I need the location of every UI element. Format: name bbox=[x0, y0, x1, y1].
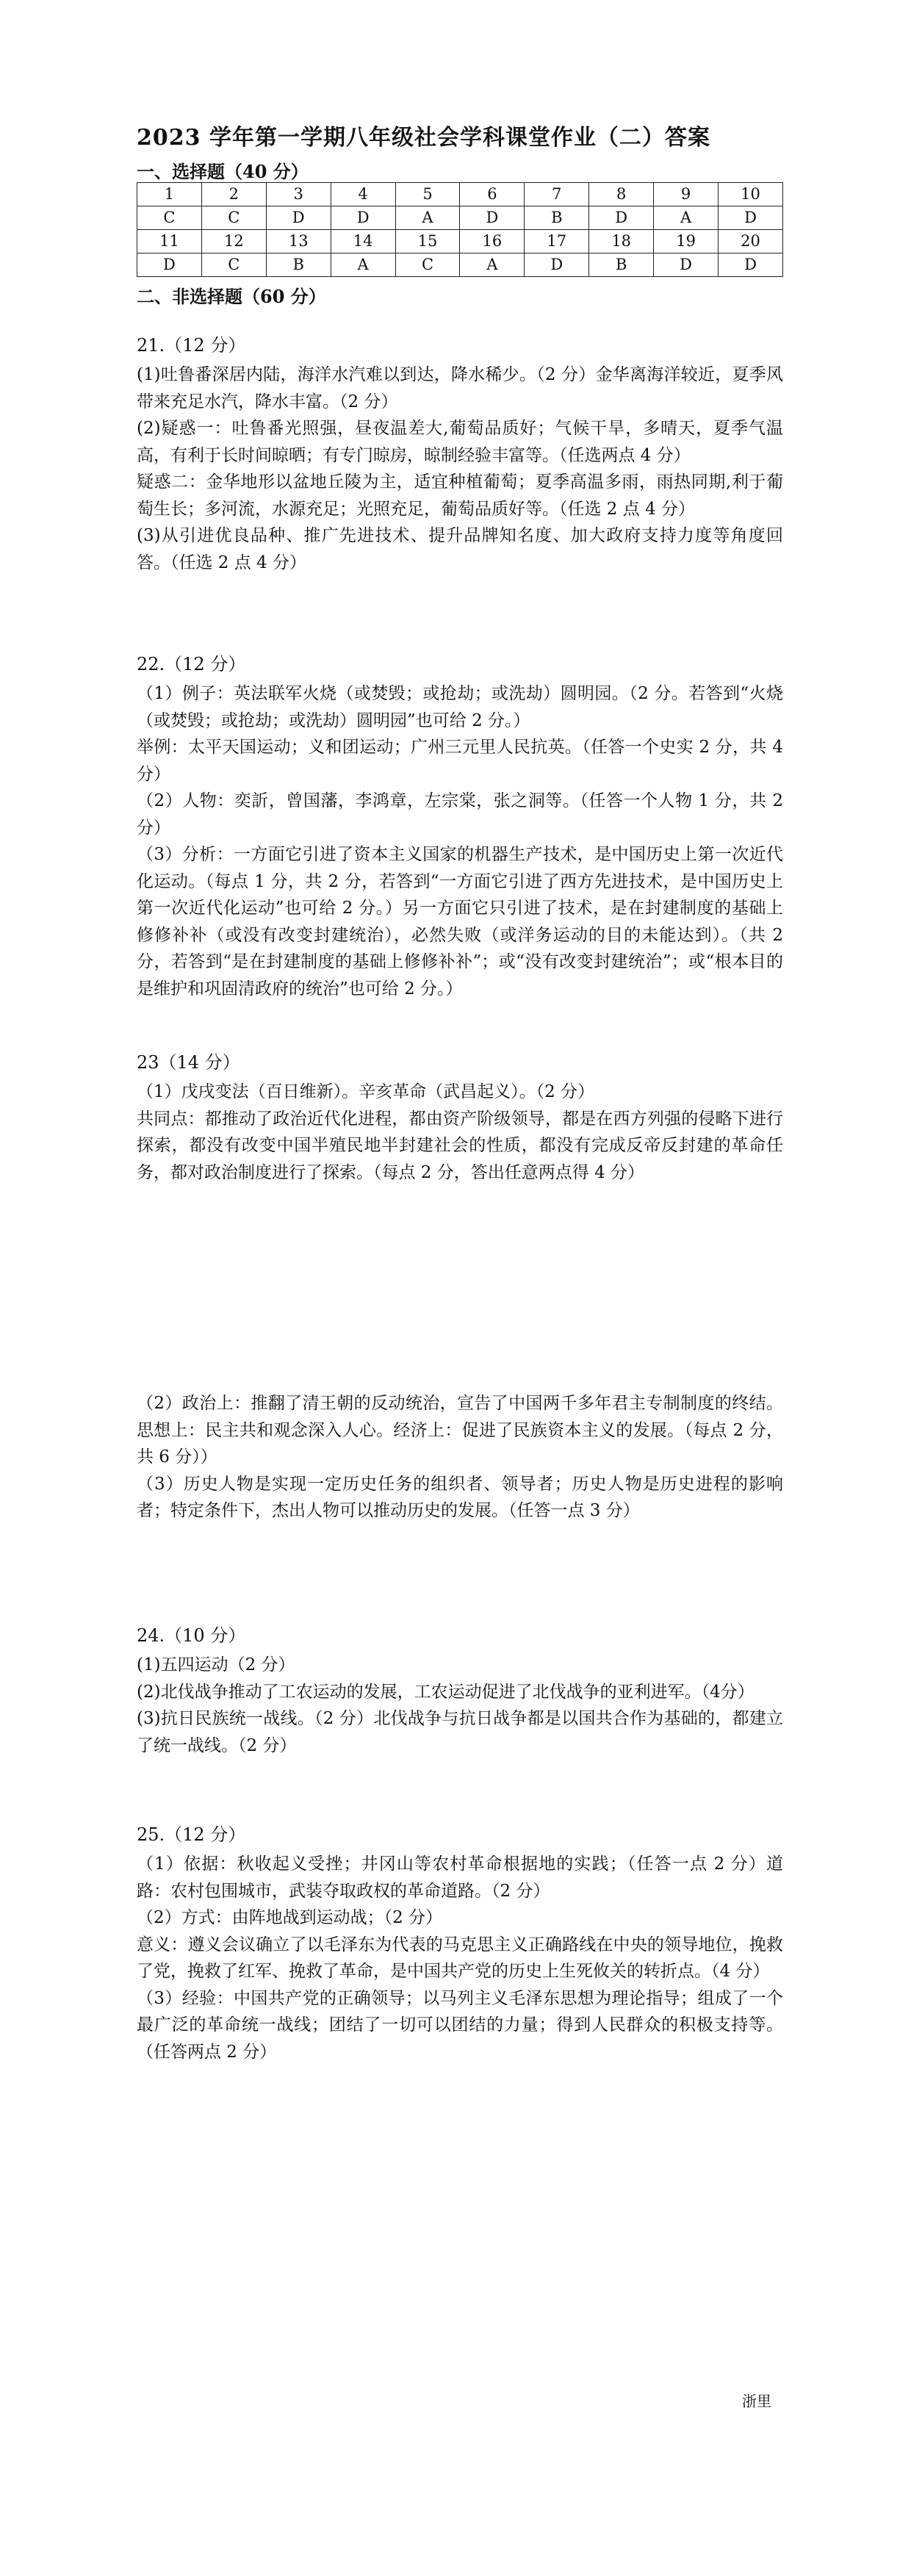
answer-cell: D bbox=[137, 253, 202, 277]
answer-cell: D bbox=[654, 253, 719, 277]
answer-cell: B bbox=[525, 206, 589, 230]
question-number-cell: 10 bbox=[719, 183, 783, 206]
question-23-part-3: （3）历史人物是实现一定历史任务的组织者、领导者；历史人物是历史进程的影响者；特定条件下，杰出人物可以推动历史的发展。（任答一点 3 分） bbox=[137, 1474, 783, 1520]
answer-cell: A bbox=[654, 206, 719, 230]
question-21-part-3: (3)从引进优良品种、推广先进技术、提升品牌知名度、加大政府支持力度等角度回答。（任选 2 点 4 分） bbox=[137, 526, 783, 572]
answer-cell: C bbox=[201, 253, 266, 277]
question-number-cell: 19 bbox=[654, 230, 719, 253]
question-number-cell: 18 bbox=[589, 230, 654, 253]
answer-table-answer-row bbox=[137, 253, 783, 277]
question-24-part-3: (3)抗日民族统一战线。（2 分）北伐战争与抗日战争都是以国共合作为基础的，都建立了统一战线。（2 分） bbox=[137, 1709, 783, 1755]
question-21-part-2-doubt-2: 疑惑二：金华地形以盆地丘陵为主，适宜种植葡萄；夏季高温多雨，雨热同期,利于葡萄生长；多河流，水源充足；光照充足，葡萄品质好等。（任选 2 点 4 分） bbox=[137, 472, 783, 519]
question-22-part-1: （1）例子：英法联军火烧（或焚毁；或抢劫；或洗劫）圆明园。（2 分。若答到“火烧（或焚毁；或抢劫；或洗劫）圆明园”也可给 2 分。） bbox=[137, 684, 783, 730]
question-24-part-2: (2)北伐战争推动了工农运动的发展，工农运动促进了北伐战争的亚利进军。（4分） bbox=[137, 1682, 755, 1702]
section1-heading: 一、选择题（40 分） bbox=[137, 161, 309, 182]
answer-cell: D bbox=[525, 253, 589, 277]
question-number-cell: 13 bbox=[266, 230, 331, 253]
answer-cell: D bbox=[266, 206, 331, 230]
question-number-cell: 6 bbox=[460, 183, 525, 206]
answer-cell: C bbox=[201, 206, 266, 230]
question-24-part-1: (1)五四运动（2 分） bbox=[137, 1655, 295, 1674]
answer-cell: C bbox=[395, 253, 460, 277]
question-number-cell: 20 bbox=[719, 230, 783, 253]
answer-cell: B bbox=[589, 253, 654, 277]
question-25-heading: 25.（12 分） bbox=[137, 1824, 246, 1845]
answer-table-number-row bbox=[137, 183, 783, 206]
answer-cell: A bbox=[460, 253, 525, 277]
question-number-cell: 3 bbox=[266, 183, 331, 206]
question-number-cell: 16 bbox=[460, 230, 525, 253]
question-24-heading: 24.（10 分） bbox=[137, 1625, 246, 1646]
question-22-part-3: （3）分析：一方面它引进了资本主义国家的机器生产技术，是中国历史上第一次近代化运动。（每点 1 分，共 2 分，若答到“一方面它引进了西方先进技术，是中国历史上第一次近代化运动”也可给 2 分。）另一方面它只引进了技术，是在封建制度的基础上修修补补（或没有改变封建统治），必然失败（或洋务运动的目的未能达到）。（共 2 分，若答到“是在封建制度的基础上修修补补”；或“没有改变封建统治”；或“根本目的是维护和巩固清政府的统治”也可给 2 分。） bbox=[137, 845, 783, 999]
question-21 bbox=[137, 332, 783, 576]
question-number-cell: 17 bbox=[525, 230, 589, 253]
answer-cell: D bbox=[589, 206, 654, 230]
question-number-cell: 2 bbox=[201, 183, 266, 206]
answer-table bbox=[137, 182, 783, 277]
question-22-examples: 举例：太平天国运动；义和团运动；广州三元里人民抗英。（任答一个史实 2 分，共 4 分） bbox=[137, 738, 783, 784]
footer-watermark: 浙里 bbox=[742, 2392, 771, 2410]
question-21-part-2-doubt-1: (2)疑惑一：吐鲁番光照强，昼夜温差大,葡萄品质好；气候干旱，多晴天，夏季气温高，有利于长时间晾晒；有专门晾房，晾制经验丰富等。（任选两点 4 分） bbox=[137, 419, 783, 465]
question-number-cell: 1 bbox=[137, 183, 202, 206]
question-23-common-points: 共同点：都推动了政治近代化进程，都由资产阶级领导，都是在西方列强的侵略下进行探索，都没有改变中国半殖民地半封建社会的性质，都没有完成反帝反封建的革命任务，都对政治制度进行了探索。（每点 2 分，答出任意两点得 4 分） bbox=[137, 1109, 783, 1182]
question-number-cell: 12 bbox=[201, 230, 266, 253]
question-number-cell: 14 bbox=[331, 230, 395, 253]
question-number-cell: 5 bbox=[395, 183, 460, 206]
question-23-part-1: （1）戊戌变法（百日维新）。辛亥革命（武昌起义）。（2 分） bbox=[137, 1082, 595, 1101]
section2-heading: 二、非选择题（60 分） bbox=[137, 286, 326, 307]
answer-cell: D bbox=[719, 253, 783, 277]
question-number-cell: 8 bbox=[589, 183, 654, 206]
question-21-heading: 21.（12 分） bbox=[137, 335, 246, 356]
question-22-part-2: （2）人物：奕訢，曾国藩，李鸿章，左宗棠，张之洞等。（任答一个人物 1 分，共 2 分） bbox=[137, 791, 783, 838]
question-number-cell: 4 bbox=[331, 183, 395, 206]
question-25-significance: 意义：遵义会议确立了以毛泽东为代表的马克思主义正确路线在中央的领导地位，挽救了党，挽救了红军、挽救了革命，是中国共产党的历史上生死攸关的转折点。（4 分） bbox=[137, 1935, 783, 1981]
answer-table-answer-row bbox=[137, 206, 783, 230]
answer-cell: A bbox=[395, 206, 460, 230]
question-25 bbox=[137, 1821, 783, 2065]
answer-cell: C bbox=[137, 206, 202, 230]
question-number-cell: 9 bbox=[654, 183, 719, 206]
question-25-part-3: （3）经验：中国共产党的正确领导；以马列主义毛泽东思想为理论指导；组成了一个最广泛的革命统一战线；团结了一切可以团结的力量；得到人民群众的积极支持等。（任答两点 2 分） bbox=[137, 1988, 783, 2062]
answer-cell: D bbox=[331, 206, 395, 230]
question-25-part-1: （1）依据：秋收起义受挫；井冈山等农村革命根据地的实践；（任答一点 2 分）道路：农村包围城市，武装夺取政权的革命道路。（2 分） bbox=[137, 1854, 783, 1901]
answer-cell: A bbox=[331, 253, 395, 277]
answer-cell: D bbox=[460, 206, 525, 230]
question-number-cell: 15 bbox=[395, 230, 460, 253]
question-number-cell: 7 bbox=[525, 183, 589, 206]
question-23-heading: 23（14 分） bbox=[137, 1052, 240, 1073]
question-21-part-1: (1)吐鲁番深居内陆，海洋水汽难以到达，降水稀少。（2 分）金华离海洋较近，夏季风带来充足水汽，降水丰富。（2 分） bbox=[137, 365, 783, 411]
question-22 bbox=[137, 651, 783, 1002]
question-23 bbox=[137, 1049, 783, 1186]
question-25-part-2: （2）方式：由阵地战到运动战；（2 分） bbox=[137, 1908, 443, 1927]
answer-cell: D bbox=[719, 206, 783, 230]
answer-cell: B bbox=[266, 253, 331, 277]
answer-table-number-row bbox=[137, 230, 783, 253]
question-22-heading: 22.（12 分） bbox=[137, 654, 246, 674]
question-23-continued bbox=[137, 1390, 783, 1525]
question-24 bbox=[137, 1622, 783, 1759]
question-23-part-2: （2）政治上：推翻了清王朝的反动统治，宣告了中国两千多年君主专制制度的终结。思想上：民主共和观念深入人心。经济上：促进了民族资本主义的发展。（每点 2 分，共 6 分）） bbox=[137, 1394, 783, 1467]
question-number-cell: 11 bbox=[137, 230, 202, 253]
page-title: 2023 学年第一学期八年级社会学科课堂作业（二）答案 bbox=[137, 125, 710, 151]
